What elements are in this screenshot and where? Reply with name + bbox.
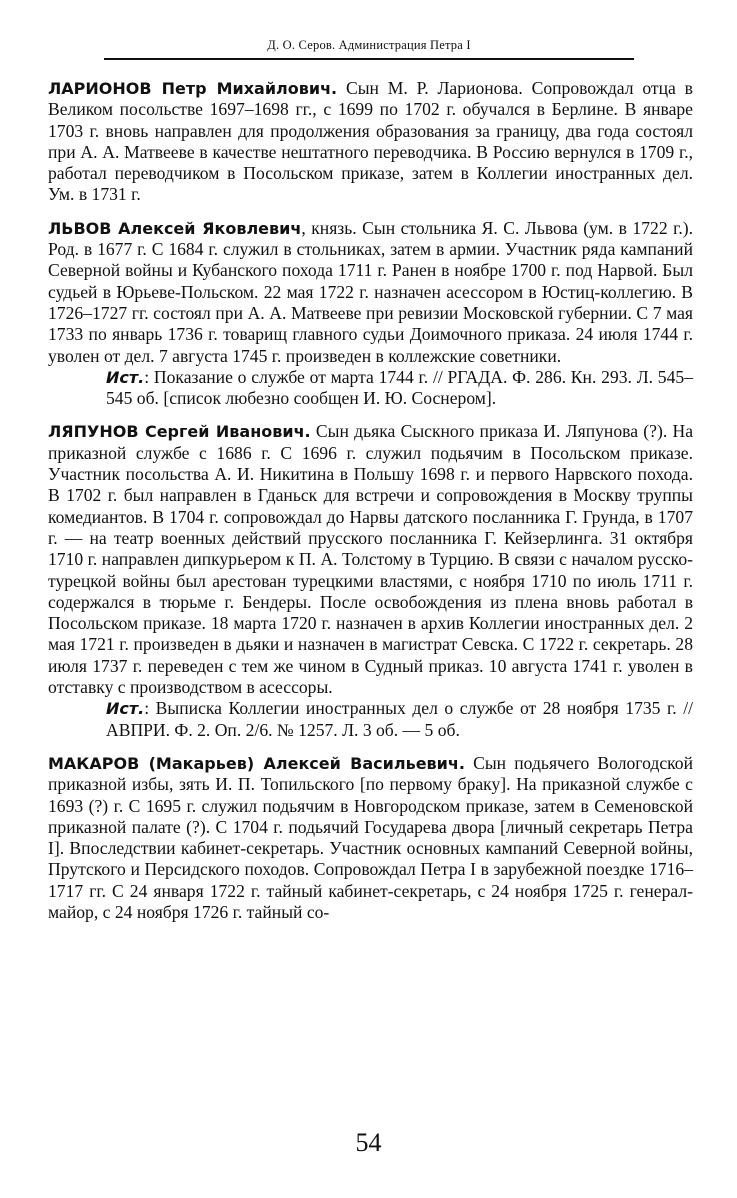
entry-text: Сын дьяка Сыскного приказа И. Ляпунова (?). На приказной службе с 1686 г. С 1696 г. служил подьячим в Посольском приказе. Участник посольства А. И. Никитина в Польшу 1698 г. и первого Нарвского похода. В 1702 г. был направлен в Гданьск для встречи и сопровождения в Москву труппы комедиантов. В 1704 г. сопровождал до Нарвы датского посланника Г. Грунда, в 1707 г. — на театр военных действий прусского посланника Г. Кейзерлинга. 31 октября 1710 г. направлен дипкурьером к П. А. Толстому в Турцию. В связи с началом русско-турецкой войны был арестован турецкими властями, с ноября 1710 по июль 1711 г. содержался в тюрьме г. Бендеры. После освобождения из плена вновь работал в Посольском приказе. 18 марта 1720 г. назначен в архив Коллегии иностранных дел. 2 мая 1721 г. произведен в дьяки и назначен в магистрат Севска. С 1722 г. секретарь. 28 июля 1737 г. переведен с тем же чином в Судный приказ. 10 августа 1741 г. уволен в отставку с производством в асессоры. bbox=[48, 421, 693, 698]
header-rule bbox=[104, 58, 634, 60]
entry-lvov bbox=[48, 218, 693, 410]
source-text: : Выписка Коллегии иностранных дел о службе от 28 ноября 1735 г. // АВПРИ. Ф. 2. Оп. 2/6. № 1257. Л. 3 об. — 5 об. bbox=[106, 698, 693, 740]
entry-larionov bbox=[48, 78, 693, 206]
entry-lyapunov bbox=[48, 421, 693, 740]
entry-name: ЛЬВОВ Алексей Яковлевич bbox=[48, 218, 302, 238]
entry-paragraph bbox=[48, 78, 693, 206]
entry-text: , князь. Сын стольника Я. С. Львова (ум. в 1722 г.). Род. в 1677 г. С 1684 г. служил в стольниках, затем в армии. Участник ряда кампаний Северной войны и Кубанского похода 1711 г. Ранен в ноябре 1700 г. под Нарвой. Был судьей в Юрьеве-Польском. 22 мая 1722 г. назначен асессором в Юстиц-коллегию. В 1726–1727 гг. состоял при А. А. Матвееве при ревизии Московской губернии. С 7 мая 1733 по январь 1736 г. товарищ главного судьи Доимочного приказа. 24 июля 1744 г. уволен от дел. 7 августа 1745 г. произведен в коллежские советники. bbox=[48, 217, 693, 366]
entry-text: Сын подьячего Вологодской приказной избы, зять И. П. Топильского [по первому браку]. На приказной службе с 1693 (?) г. С 1695 г. служил подьячим в Новгородском приказе, затем в Семеновской приказной палате (?). С 1704 г. подьячий Государева двора [личный секретарь Петра I]. Впоследствии кабинет-секретарь. Участник основных кампаний Северной войны, Прутского и Персидского походов. Сопровождал Петра I в зарубежной поездке 1716–1717 гг. С 24 января 1722 г. тайный кабинет-секретарь, с 24 ноября 1725 г. генерал-майор, с 24 ноября 1726 г. тайный со- bbox=[48, 752, 693, 922]
entry-name: ЛАРИОНОВ Петр Михайлович. bbox=[48, 79, 338, 98]
page-number: 54 bbox=[355, 1128, 382, 1157]
entry-name: МАКАРОВ (Макарьев) Алексей Васильевич. bbox=[48, 753, 465, 773]
entry-source bbox=[48, 698, 693, 741]
entry-paragraph bbox=[48, 218, 693, 367]
source-label: Ист. bbox=[106, 367, 145, 387]
entry-name: ЛЯПУНОВ Сергей Иванович. bbox=[48, 422, 311, 442]
source-text: : Показание о службе от марта 1744 г. // РГАДА. Ф. 286. Кн. 293. Л. 545–545 об. [список любезно сообщен И. Ю. Соснером]. bbox=[106, 366, 693, 409]
entry-source bbox=[48, 367, 693, 410]
source-label: Ист. bbox=[106, 699, 145, 719]
running-head: Д. О. Серов. Администрация Петра I bbox=[267, 38, 471, 52]
entry-paragraph bbox=[48, 753, 693, 923]
entry-text: Сын М. Р. Ларионова. Сопровождал отца в Великом посольстве 1697–1698 гг., с 1699 по 1702 г. обучался в Берлине. В январе 1703 г. вновь направлен для продолжения образования за границу, два года состоял при А. А. Матвееве в качестве нештатного переводчика. В Россию вернулся в 1709 г., работал переводчиком в Посольском приказе, затем в Коллегии иностранных дел. Ум. в 1731 г. bbox=[48, 78, 693, 205]
page-body bbox=[48, 78, 693, 935]
entry-paragraph bbox=[48, 421, 693, 698]
entry-makarov bbox=[48, 753, 693, 923]
